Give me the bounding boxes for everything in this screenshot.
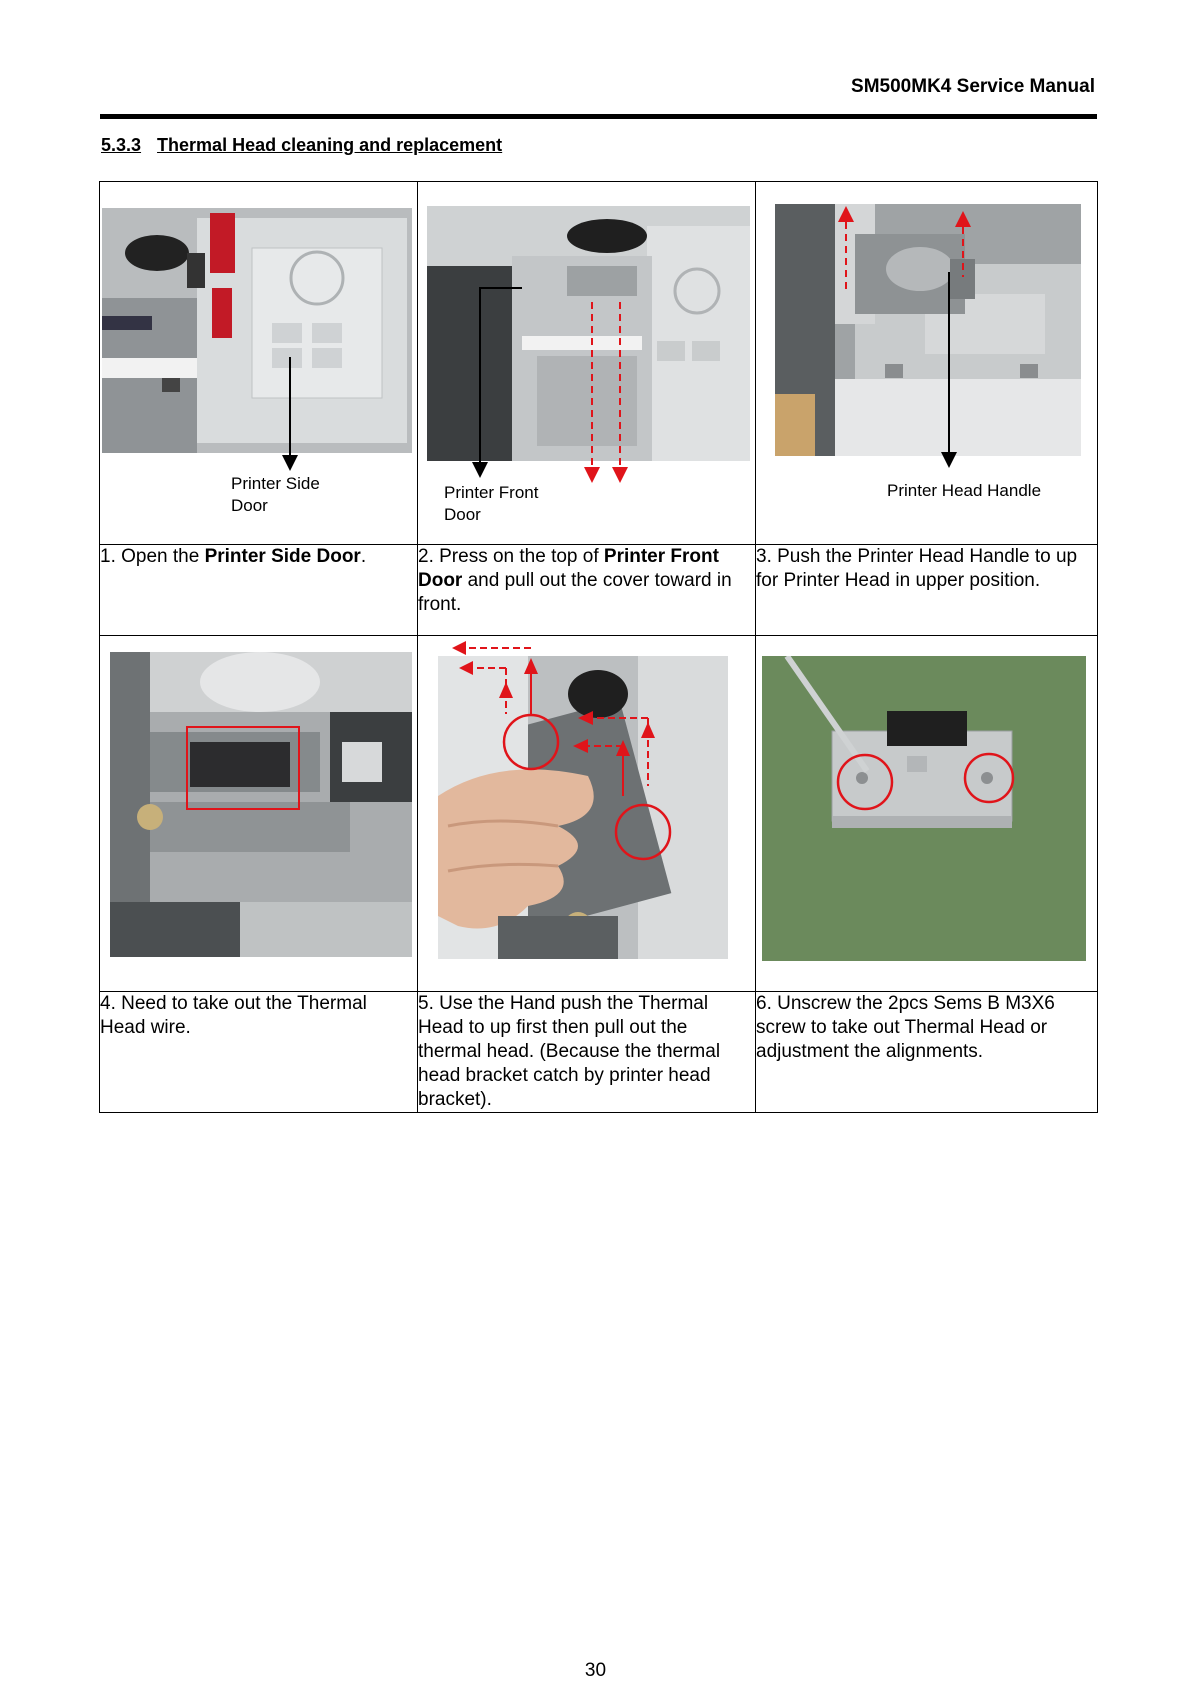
step-1-image-cell — [100, 182, 418, 545]
step-3-text: 3. Push the Printer Head Handle to up for Printer Head in upper position. — [756, 545, 1098, 636]
side-door-label: Printer Side Door — [231, 474, 320, 515]
step-6-image-cell — [756, 636, 1098, 992]
step-3-image-cell — [756, 182, 1098, 545]
step-5-annotations — [418, 636, 756, 991]
step-4-image-cell — [100, 636, 418, 992]
section-heading — [101, 135, 502, 156]
step-5-image-cell — [418, 636, 756, 992]
step-5-text: 5. Use the Hand push the Thermal Head to up first then pull out the thermal head. (Because the thermal head bracket catch by printer head bracket). — [418, 992, 756, 1113]
text-row-2 — [100, 992, 1098, 1113]
step-6-annotations — [756, 636, 1098, 991]
step-4-text: 4. Need to take out the Thermal Head wire. — [100, 992, 418, 1113]
head-handle-label: Printer Head Handle — [887, 481, 1042, 500]
photo-row-2 — [100, 636, 1098, 992]
steps-table — [99, 181, 1098, 1113]
front-door-label: Printer Front Door — [444, 483, 539, 524]
step-2-image-cell — [418, 182, 756, 545]
page-number: 30 — [584, 1660, 607, 1681]
section-title: Thermal Head cleaning and replacement — [157, 135, 503, 155]
section-number: 5.3.3 — [101, 135, 142, 155]
header-rule — [100, 114, 1097, 119]
step-6-text: 6. Unscrew the 2pcs Sems B M3X6 screw to take out Thermal Head or adjustment the alignments. — [756, 992, 1098, 1113]
photo-row-1 — [100, 182, 1098, 545]
step-1-photo — [102, 208, 412, 453]
step-4-annotations — [100, 636, 418, 991]
step-1-text: 1. Open the Printer Side Door. — [100, 545, 418, 636]
manual-title: SM500MK4 Service Manual — [851, 76, 1095, 97]
step-2-text: 2. Press on the top of Printer Front Door and pull out the cover toward in front. — [418, 545, 756, 636]
text-row-1 — [100, 545, 1098, 636]
side-door-arrow — [280, 357, 300, 472]
